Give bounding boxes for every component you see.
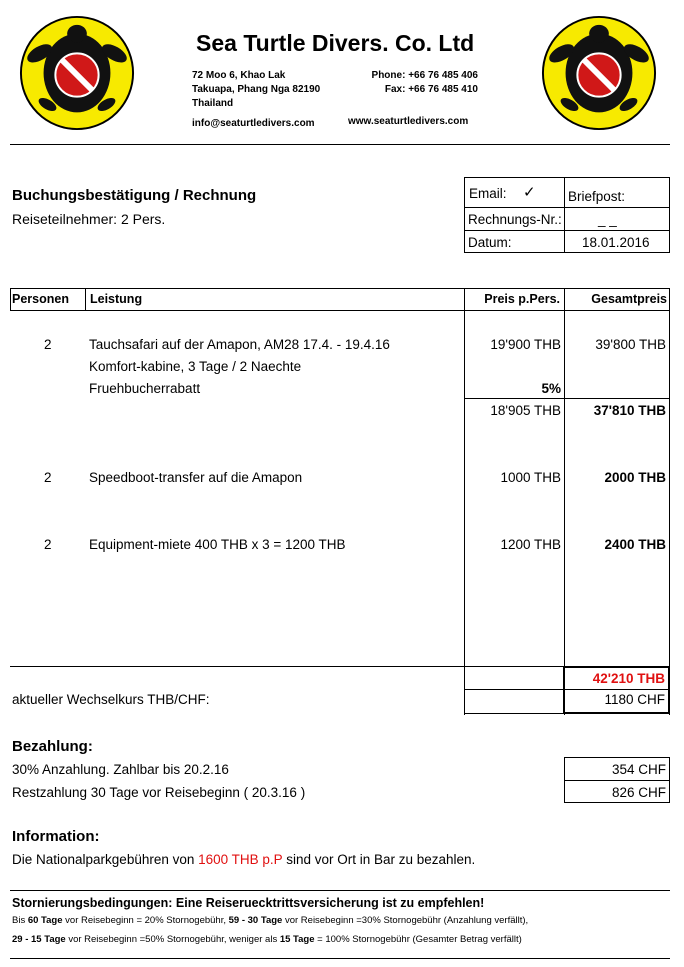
item3-total: 2400 THB	[604, 537, 666, 552]
col-header-total: Gesamtpreis	[591, 292, 667, 306]
header-divider	[10, 144, 670, 145]
address-line-3: Thailand	[192, 98, 234, 109]
email-check-icon: ✓	[523, 184, 536, 201]
item1-line3: Fruehbucherrabatt	[89, 381, 201, 396]
item2-unit-price: 1000 THB	[500, 470, 561, 485]
fax: Fax: +66 76 485 410	[384, 84, 478, 95]
item3-persons: 2	[44, 537, 52, 552]
address-line-1: 72 Moo 6, Khao Lak	[192, 70, 286, 81]
website[interactable]: www.seaturtledivers.com	[348, 116, 469, 127]
item1-total-discounted: 37'810 THB	[593, 403, 666, 418]
item1-discount: 5%	[541, 381, 561, 396]
invoice-label: Rechnungs-Nr.:	[468, 212, 562, 227]
item1-line1: Tauchsafari auf der Amapon, AM28 17.4. - 19.4.16	[89, 337, 390, 352]
item1-persons: 2	[44, 337, 52, 352]
payment-title: Bezahlung:	[12, 738, 93, 755]
item2-desc: Speedboot-transfer auf die Amapon	[89, 470, 303, 485]
email-label: Email:	[469, 186, 507, 201]
company-logo-right	[540, 14, 658, 132]
item2-persons: 2	[44, 470, 52, 485]
company-name: Sea Turtle Divers. Co. Ltd	[196, 30, 475, 56]
info-title: Information:	[12, 828, 100, 845]
park-fee-highlight: 1600 THB p.P	[198, 852, 283, 867]
item3-unit-price: 1200 THB	[500, 537, 561, 552]
company-logo-left	[18, 14, 136, 132]
address-line-2: Takuapa, Phang Nga 82190	[192, 84, 321, 95]
cancel-line-1: Bis 60 Tage vor Reisebeginn = 20% Stornogebühr, 59 - 30 Tage vor Reisebeginn =30% Stornogebühr (Anzahlung verfällt),	[12, 915, 529, 926]
document-title: Buchungsbestätigung / Rechnung	[12, 187, 257, 204]
footer-divider	[10, 958, 670, 959]
cancel-title: Stornierungsbedingungen: Eine Reiseruecktrittsversicherung ist zu empfehlen!	[12, 896, 485, 910]
col-header-service: Leistung	[90, 292, 143, 306]
phone: Phone: +66 76 485 406	[371, 70, 478, 81]
company-email[interactable]: info@seaturtledivers.com	[192, 118, 315, 129]
item2-total: 2000 THB	[604, 470, 666, 485]
cancel-line-2: 29 - 15 Tage vor Reisebeginn =50% Stornogebühr, weniger als 15 Tage = 100% Stornogebühr (Gesamter Betrag verfällt)	[12, 934, 522, 945]
grand-total-chf: 1180 CHF	[604, 692, 665, 707]
exchange-label: aktueller Wechselkurs THB/CHF:	[12, 692, 210, 707]
payment-line-2: Restzahlung 30 Tage vor Reisebeginn ( 20.3.16 )	[12, 785, 306, 800]
item1-unit-discounted: 18'905 THB	[490, 403, 561, 418]
col-header-unit-price: Preis p.Pers.	[484, 292, 560, 306]
date-label: Datum:	[468, 235, 512, 250]
col-header-persons: Personen	[12, 292, 69, 306]
item1-line2: Komfort-kabine, 3 Tage / 2 Naechte	[89, 359, 302, 374]
item1-total: 39'800 THB	[595, 337, 666, 352]
item1-unit-price: 19'900 THB	[490, 337, 561, 352]
item3-desc: Equipment-miete 400 THB x 3 = 1200 THB	[89, 537, 346, 552]
participants: Reiseteilnehmer: 2 Pers.	[12, 211, 166, 227]
cancel-divider	[10, 890, 670, 891]
post-label: Briefpost:	[568, 189, 626, 204]
invoice-number: _ _	[598, 212, 617, 227]
date-value: 18.01.2016	[582, 235, 650, 250]
payment-amount-1: 354 CHF	[611, 762, 666, 777]
payment-line-1: 30% Anzahlung. Zahlbar bis 20.2.16	[12, 762, 229, 777]
grand-total-thb: 42'210 THB	[592, 671, 665, 686]
payment-amount-2: 826 CHF	[611, 785, 666, 800]
info-text: Die Nationalparkgebühren von 1600 THB p.P sind vor Ort in Bar zu bezahlen.	[12, 852, 476, 867]
